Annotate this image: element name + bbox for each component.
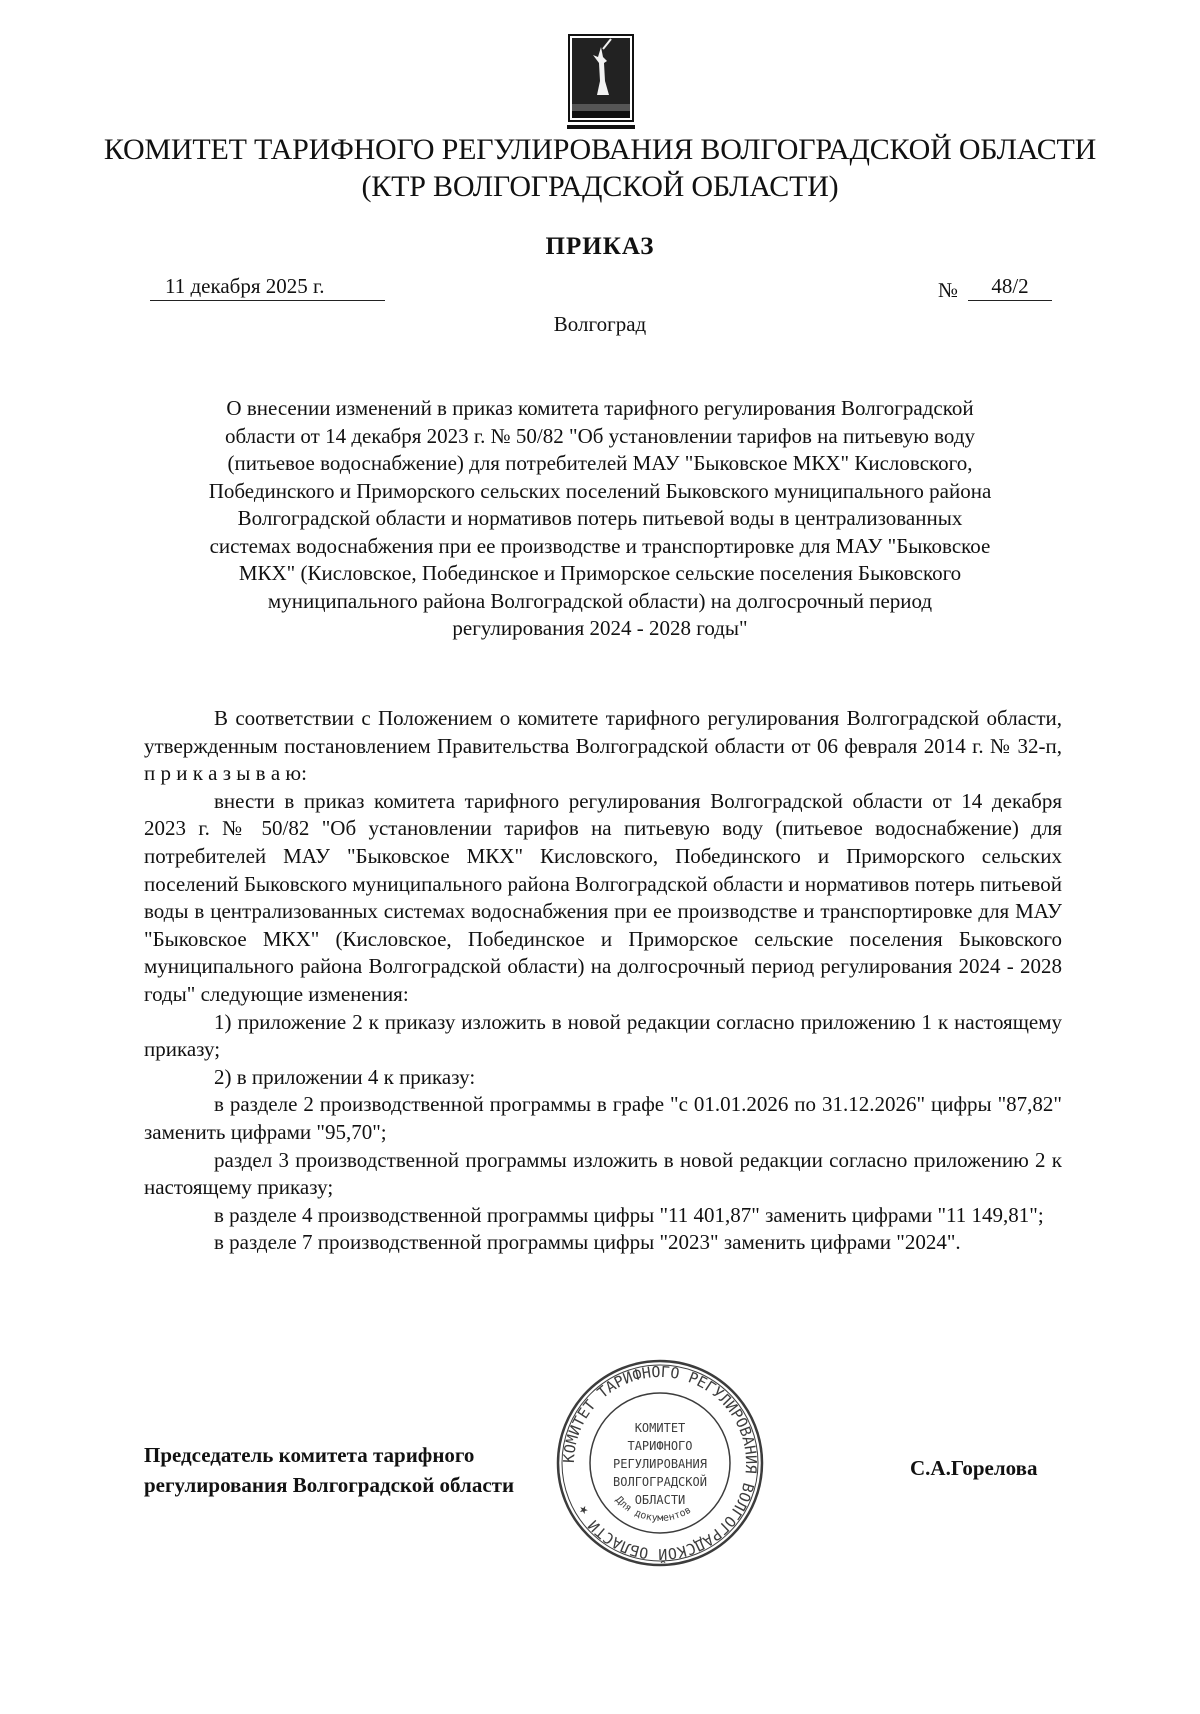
body-paragraph: В соответствии с Положением о комитете тарифного регулирования Волгоградской области, утвержденным постановлением Правительства Волгоградской области от 06 февраля 2014 г. № 32-п, п р и к а з ы в а ю: bbox=[144, 706, 1062, 786]
title-line: МКХ" (Кисловское, Побединское и Приморское сельские поселения Быковского bbox=[238, 561, 962, 585]
body-paragraph: раздел 3 производственной программы изложить в новой редакции согласно приложению 2 к настоящему приказу; bbox=[144, 1147, 1062, 1200]
official-stamp bbox=[555, 1358, 765, 1568]
stamp-center-line: ОБЛАСТИ bbox=[634, 1493, 686, 1507]
title-line: системах водоснабжения при ее производстве и транспортировке для МАУ "Быковское bbox=[209, 533, 991, 558]
stamp-inner-text: Для документов bbox=[613, 1494, 694, 1525]
organization-short-name: (КТР ВОЛГОГРАДСКОЙ ОБЛАСТИ) bbox=[361, 170, 839, 203]
document-city: Волгоград bbox=[553, 312, 647, 336]
title-line: О внесении изменений в приказ комитета тарифного регулирования Волгоградской bbox=[226, 396, 974, 420]
title-line: Побединского и Приморского сельских поселений Быковского муниципального района bbox=[208, 478, 992, 503]
signer-position-line: регулирования Волгоградской области bbox=[144, 1473, 515, 1497]
document-title bbox=[140, 395, 1060, 643]
title-line: муниципального района Волгоградской области) на долгосрочный период bbox=[267, 588, 933, 613]
body-paragraph: внести в приказ комитета тарифного регулирования Волгоградской области от 14 декабря 2023 г. № 50/82 "Об установлении тарифов на питьевую воду (питьевое водоснабжение) для потребителей МАУ "Быковское МКХ" Кисловского, Побединского и Приморского сельских поселений Быковского муниципального района Волгоградской области и нормативов потерь питьевой воды в централизованных системах водоснабжения при ее производстве и транспортировке для МАУ "Быковское МКХ" (Кисловское, Побединское и Приморское сельские поселения Быковского муниципального района Волгоградской области) на долгосрочный период регулирования 2024 - 2028 годы" следующие изменения: bbox=[144, 788, 1062, 1006]
stamp-center-line: ТАРИФНОГО bbox=[627, 1439, 693, 1453]
body-paragraph: в разделе 4 производственной программы цифры "11 401,87" заменить цифрами "11 149,81"; bbox=[214, 1202, 1044, 1227]
document-number: 48/2 bbox=[968, 272, 1052, 301]
stamp-center-line: РЕГУЛИРОВАНИЯ bbox=[613, 1457, 707, 1471]
body-paragraph: в разделе 7 производственной программы цифры "2023" заменить цифрами "2024". bbox=[214, 1230, 961, 1255]
signer-name: С.А.Горелова bbox=[910, 1456, 1038, 1480]
document-date: 11 декабря 2025 г. bbox=[150, 272, 385, 301]
body-paragraph: 1) приложение 2 к приказу изложить в новой редакции согласно приложению 1 к настоящему приказу; bbox=[144, 1009, 1062, 1062]
title-line: (питьевое водоснабжение) для потребителей МАУ "Быковское МКХ" Кисловского, bbox=[227, 451, 973, 475]
coat-of-arms-emblem bbox=[567, 33, 635, 131]
number-label: № bbox=[938, 278, 959, 302]
title-line: области от 14 декабря 2023 г. № 50/82 "Об установлении тарифов на питьевую воду bbox=[224, 423, 976, 448]
stamp-center-line: КОМИТЕТ bbox=[634, 1421, 686, 1435]
document-body bbox=[144, 705, 1062, 1257]
signer-position-line: Председатель комитета тарифного bbox=[144, 1443, 475, 1467]
body-paragraph: 2) в приложении 4 к приказу: bbox=[214, 1064, 476, 1089]
body-paragraph: в разделе 2 производственной программы в графе "с 01.01.2026 по 31.12.2026" цифры "87,82" заменить цифрами "95,70"; bbox=[144, 1092, 1062, 1144]
document-type: ПРИКАЗ bbox=[545, 233, 655, 260]
title-line: Волгоградской области и нормативов потерь питьевой воды в централизованных bbox=[237, 506, 963, 530]
stamp-center-line: ВОЛГОГРАДСКОЙ bbox=[613, 1475, 707, 1489]
organization-name: КОМИТЕТ ТАРИФНОГО РЕГУЛИРОВАНИЯ ВОЛГОГРАДСКОЙ ОБЛАСТИ bbox=[103, 133, 1097, 166]
title-line: регулирования 2024 - 2028 годы" bbox=[452, 616, 748, 640]
signer-position bbox=[144, 1440, 584, 1500]
stamp-outer-text: КОМИТЕТ ТАРИФНОГО РЕГУЛИРОВАНИЯ ВОЛГОГРАДСКОЙ ОБЛАСТИ ★ bbox=[559, 1362, 761, 1564]
